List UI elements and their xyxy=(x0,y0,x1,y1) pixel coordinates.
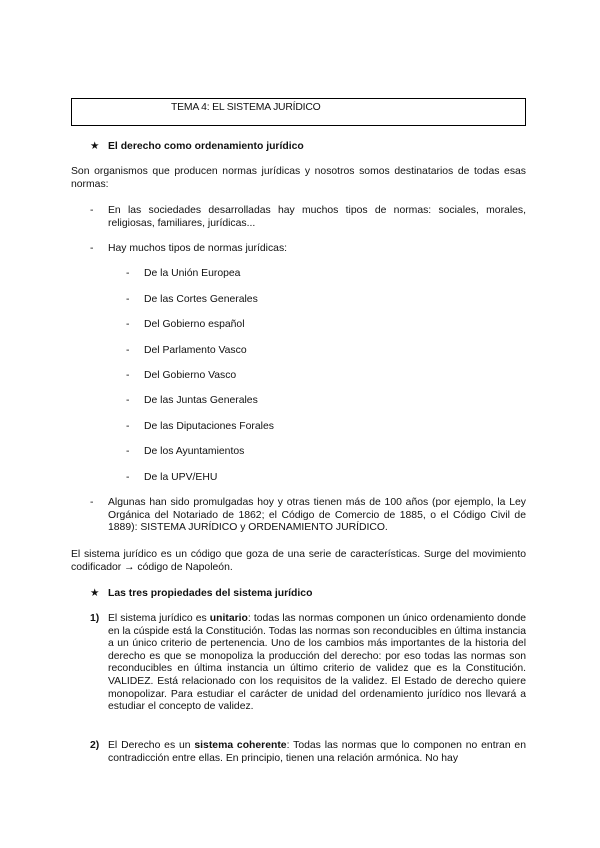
sub-list-text: De las Juntas Generales xyxy=(144,395,258,406)
sub-list-text: De los Ayuntamientos xyxy=(144,446,245,457)
dash-bullet-icon: - xyxy=(126,370,130,381)
section-heading-text: El derecho como ordenamiento jurídico xyxy=(108,141,304,152)
bullet-text: Hay muchos tipos de normas jurídicas: xyxy=(108,243,288,254)
sub-list-text: Del Gobierno español xyxy=(144,319,245,330)
section-heading-propiedades xyxy=(90,588,312,601)
dash-bullet-icon: - xyxy=(126,294,130,305)
sub-list-text: De la UPV/EHU xyxy=(144,472,218,483)
dash-bullet-icon: - xyxy=(126,345,130,356)
item-text-pre: El Derecho es un xyxy=(108,740,195,751)
item-text-pre: El sistema jurídico es xyxy=(108,613,210,624)
intro-paragraph: Son organismos que producen normas jurídicas y nosotros somos destinatarios de todas esas normas: xyxy=(71,166,526,190)
dash-bullet-icon: - xyxy=(126,268,130,279)
sub-list-text: De las Cortes Generales xyxy=(144,294,258,305)
item-text xyxy=(108,613,526,714)
dash-bullet-icon: - xyxy=(126,395,130,406)
dash-bullet-icon: - xyxy=(90,243,94,254)
page-title: TEMA 4: EL SISTEMA JURÍDICO xyxy=(171,102,321,113)
sub-list-text: De las Diputaciones Forales xyxy=(144,421,274,432)
item-text xyxy=(108,740,526,765)
closing-paragraph: El sistema jurídico es un código que goza de una serie de características. Surge del movimiento codificador → código de Napoleón. xyxy=(71,549,526,573)
item-key-term: sistema coherente xyxy=(194,740,287,751)
title-box xyxy=(71,98,526,126)
star-bullet-icon: ★ xyxy=(90,141,100,152)
dash-bullet-icon: - xyxy=(90,497,94,508)
item-text-post: : todas las normas componen un único ordenamiento donde en la cúspide está la Constitución. Todas las normas son reconducibles en última instancia a un único criterio de pertenencia. Uno de los cambios más importantes de la historia del derecho es que se monopoliza la producción del derecho: por eso todas las normas son reconducibles en última instancia un último criterio de validez que es la Constitución. VALIDEZ. Está relacionado con los requisitos de la validez. El Estado de derecho quiere monopolizar. Para estudiar el carácter de unidad del ordenamiento jurídico nos llevará a estudiar el concepto de validez. xyxy=(108,613,527,713)
item-number: 1) xyxy=(90,613,100,624)
star-bullet-icon: ★ xyxy=(90,588,100,599)
item-text-post: : Todas las normas que lo componen no entran en contradicción entre ellas. En principio, tienen una relación armónica. No hay xyxy=(108,740,526,764)
bullet-text: En las sociedades desarrolladas hay muchos tipos de normas: sociales, morales, religiosas, familiares, jurídicas... xyxy=(108,205,526,229)
sub-list-text: Del Parlamento Vasco xyxy=(144,345,247,356)
section-heading-text: Las tres propiedades del sistema jurídico xyxy=(108,588,313,599)
sub-list-text: De la Unión Europea xyxy=(144,268,241,279)
item-number: 2) xyxy=(90,740,100,751)
dash-bullet-icon: - xyxy=(126,446,130,457)
item-key-term: unitario xyxy=(209,613,248,624)
dash-bullet-icon: - xyxy=(126,472,130,483)
dash-bullet-icon: - xyxy=(126,319,130,330)
section-heading-ordenamiento xyxy=(90,141,304,154)
dash-bullet-icon: - xyxy=(90,205,94,216)
sub-list-text: Del Gobierno Vasco xyxy=(144,370,237,381)
dash-bullet-icon: - xyxy=(126,421,130,432)
bullet-text: Algunas han sido promulgadas hoy y otras tienen más de 100 años (por ejemplo, la Ley Orgánica del Notariado de 1862; el Código de Comercio de 1885, o el Código Civil de 1889): SISTEMA JURÍDICO y ORDENAMIENTO JURÍDICO. xyxy=(108,497,526,534)
